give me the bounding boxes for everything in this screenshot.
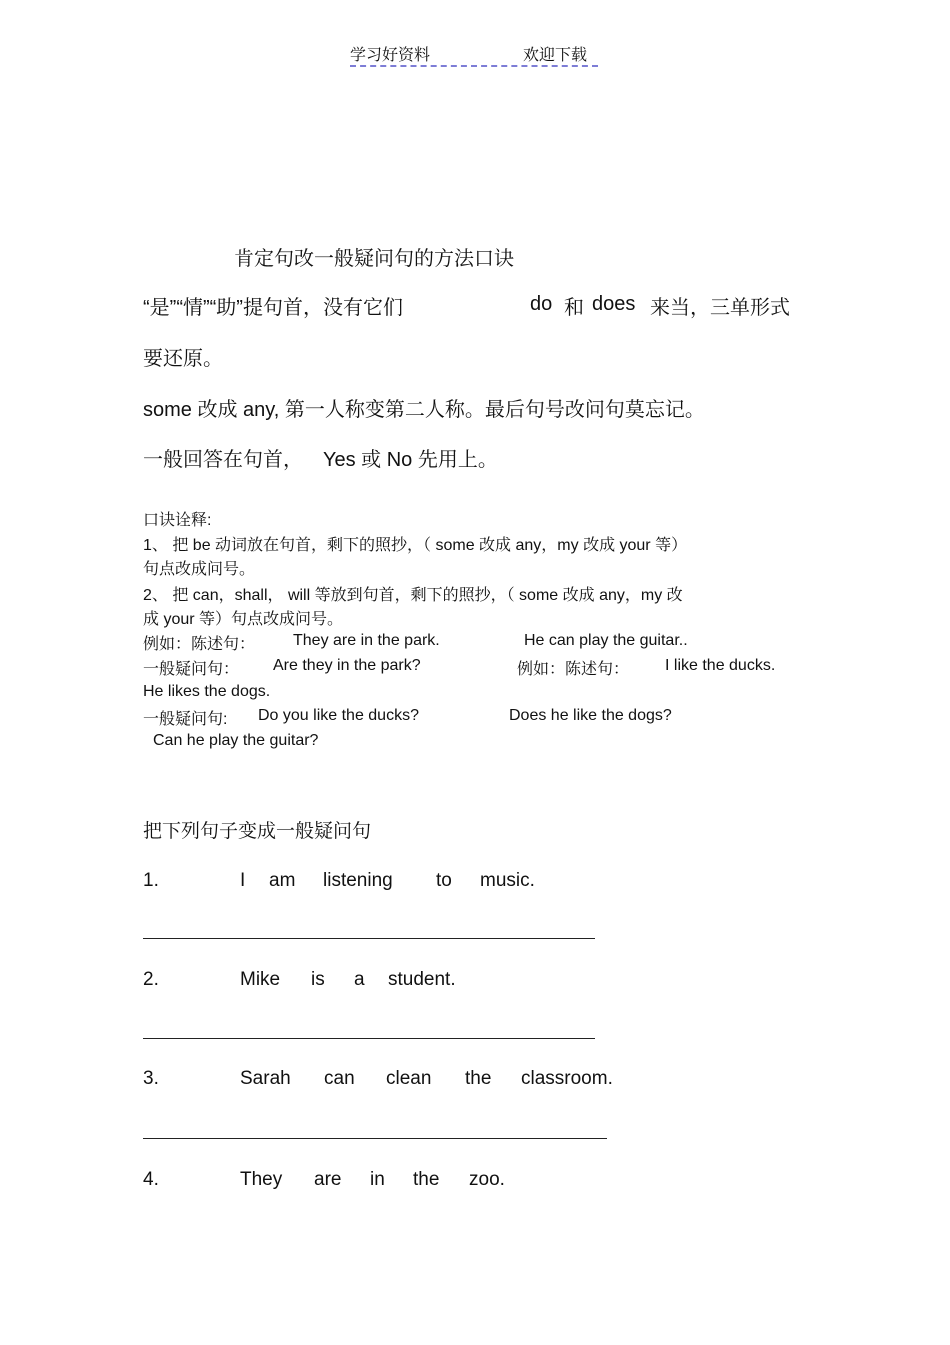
rhyme-line-4a: 一般回答在句首， [143, 449, 303, 471]
explain-item-1a: 1、 把 be 动词放在句首，剩下的照抄，（ some 改成 any，my 改成 your 等） [143, 537, 688, 554]
exercise-word: I [240, 870, 246, 891]
rhyme-line-1 [143, 291, 403, 320]
example-2-sentence: I like the ducks. [665, 657, 776, 674]
explain-item-1b: 句点改成问号。 [143, 561, 256, 578]
explain-item-2b: 成 your 等）句点改成问号。 [143, 611, 344, 628]
example-2-question: Are they in the park? [273, 657, 421, 674]
exercise-word: to [436, 870, 452, 891]
exercise-word: They [240, 1169, 283, 1190]
answer-line-3[interactable] [143, 1138, 607, 1139]
page-title: 肯定句改一般疑问句的方法口诀 [234, 246, 514, 270]
explain-heading: 口诀诠释: [143, 512, 212, 529]
example-2-label: 一般疑问句： [143, 661, 240, 678]
example-5-question: Can he play the guitar? [153, 732, 319, 749]
rhyme-line-1-text: “是”“情”“助”提句首，没有它们 [143, 297, 403, 319]
rhyme-line-2: 要还原。 [143, 348, 223, 370]
example-3-sentence: He likes the dogs. [143, 683, 271, 700]
exercise-item-3 [143, 1068, 663, 1092]
exercise-word: classroom. [521, 1068, 613, 1089]
exercise-number: 4. [143, 1169, 159, 1190]
exercise-word: can [324, 1068, 355, 1089]
exercise-word: the [465, 1068, 492, 1089]
explain-item-2a: 2、 把 can，shall， will 等放到句首，剩下的照抄，（ some 改成 any，my 改 [143, 587, 683, 604]
example-4-question-1: Do you like the ducks? [258, 707, 419, 724]
exercise-item-1 [143, 870, 663, 894]
exercise-item-4 [143, 1169, 663, 1193]
rhyme-line-1-rest: 来当，三单形式 [650, 297, 790, 319]
exercise-number: 2. [143, 969, 159, 990]
rhyme-line-4b: Yes 或 No 先用上。 [323, 449, 498, 471]
rhyme-line-3: some 改成 any, 第一人称变第二人称。最后句号改问句莫忘记。 [143, 399, 705, 421]
page-header [350, 40, 598, 67]
rhyme-do: do [530, 293, 553, 315]
exercise-word: clean [386, 1068, 432, 1089]
example-4-label: 一般疑问句: [143, 711, 228, 728]
exercise-number: 1. [143, 870, 159, 891]
exercise-word: the [413, 1169, 440, 1190]
exercise-word: music. [480, 870, 535, 891]
example-4-question-2: Does he like the dogs? [509, 707, 672, 724]
exercise-word: listening [323, 870, 393, 891]
answer-line-2[interactable] [143, 1038, 595, 1039]
exercise-word: in [370, 1169, 385, 1190]
exercise-word: Mike [240, 969, 281, 990]
exercise-word: are [314, 1169, 342, 1190]
example-2-label-2: 例如：陈述句： [517, 661, 630, 678]
rhyme-and: 和 [564, 297, 584, 319]
example-1-sentence-2: He can play the guitar.. [524, 632, 688, 649]
rhyme-does: does [592, 293, 636, 315]
example-1-label: 例如：陈述句： [143, 636, 256, 653]
exercise-word: am [269, 870, 296, 891]
header-right-text: 欢迎下载 [523, 45, 588, 64]
exercise-word: a [354, 969, 365, 990]
example-1-sentence-1: They are in the park. [293, 632, 440, 649]
header-left-text: 学习好资料 [350, 45, 431, 64]
exercise-number: 3. [143, 1068, 159, 1089]
exercise-instruction: 把下列句子变成一般疑问句 [143, 821, 372, 842]
exercise-item-2 [143, 969, 663, 993]
answer-line-1[interactable] [143, 938, 595, 939]
exercise-word: zoo. [469, 1169, 505, 1190]
exercise-word: student. [388, 969, 456, 990]
exercise-word: is [311, 969, 325, 990]
exercise-word: Sarah [240, 1068, 291, 1089]
